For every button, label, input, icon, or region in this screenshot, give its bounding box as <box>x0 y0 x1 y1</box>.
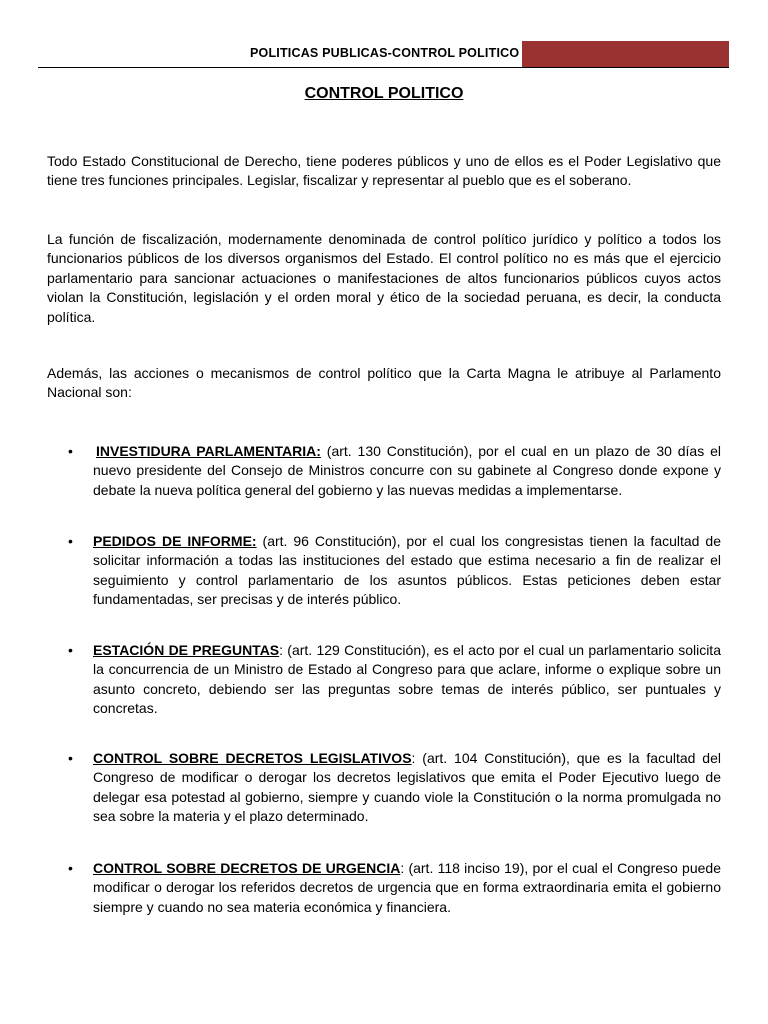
list-item-text <box>93 442 721 500</box>
list-item-description: (art. 96 Constitución), por el cual los congresistas tienen la facultad de solicitar información a todas las instituciones del estado que estima necesario a fin de realizar el seguimiento y control parlamentario de los asuntos públicos. Estas peticiones deben estar fundamentadas, ser precisas y de interés público. <box>93 533 721 608</box>
list-item-term: PEDIDOS DE INFORME: <box>93 533 257 549</box>
paragraph-intro: Todo Estado Constitucional de Derecho, tiene poderes públicos y uno de ellos es el Poder Legislativo que tiene tres funciones principales. Legislar, fiscalizar y representar al pueblo que es el soberano. <box>47 153 721 189</box>
bullet-icon: • <box>68 750 73 766</box>
bullet-icon: • <box>68 642 73 658</box>
list-item-term: ESTACIÓN DE PREGUNTAS <box>93 642 280 658</box>
header-rule <box>38 67 729 68</box>
list-item-description: : (art. 118 inciso 19), por el cual el Congreso puede modificar o derogar los referidos decretos de urgencia que en forma extraordinaria emita el gobierno siempre y cuando no sea materia económica y financiera. <box>93 860 721 915</box>
list-item-description: (art. 130 Constitución), por el cual en un plazo de 30 días el nuevo presidente del Consejo de Ministros concurre con su gabinete al Congreso donde expone y debate la nueva política general del gobierno y las nuevas medidas a implementarse. <box>93 443 721 498</box>
list-item-term: CONTROL SOBRE DECRETOS LEGISLATIVOS <box>93 750 412 766</box>
list-item-text <box>93 641 721 719</box>
list-item-text <box>93 749 721 827</box>
header-title: POLITICAS PUBLICAS-CONTROL POLITICO <box>250 46 520 60</box>
list-item-text <box>93 859 721 917</box>
list-item-description: : (art. 129 Constitución), es el acto por el cual un parlamentario solicita la concurrencia de un Ministro de Estado al Congreso para que aclare, informe o explique sobre un asunto concreto, debiendo ser las preguntas sobre temas de interés público, ser puntuales y concretas. <box>93 642 721 717</box>
list-item-term: CONTROL SOBRE DECRETOS DE URGENCIA <box>93 860 401 876</box>
paragraph-fiscalization: La función de fiscalización, modernamente denominada de control político jurídico y político a todos los funcionarios públicos de los diversos organismos del Estado. El control político no es más que el ejercicio parlamentario para sancionar actuaciones o manifestaciones de altos funcionarios públicos cuyos actos violan la Constitución, legislación y el orden moral y ético de la sociedad peruana, es decir, la conducta política. <box>47 231 721 325</box>
bullet-icon: • <box>68 860 73 876</box>
bullet-icon: • <box>68 533 73 549</box>
list-item-text <box>93 532 721 610</box>
list-item-term: INVESTIDURA PARLAMENTARIA: <box>96 443 321 459</box>
document-title: CONTROL POLITICO <box>304 85 464 102</box>
paragraph-mechanisms: Además, las acciones o mecanismos de control político que la Carta Magna le atribuye al Parlamento Nacional son: <box>47 365 721 401</box>
list-item-description: : (art. 104 Constitución), que es la facultad del Congreso de modificar o derogar los decretos legislativos que emita el Poder Ejecutivo luego de delegar esa potestad al gobierno, siempre y cuando viole la Constitución o la norma promulgada no sea sobre la materia y el plazo determinado. <box>93 750 721 825</box>
bullet-icon: • <box>68 443 73 459</box>
header-accent-bar <box>522 41 729 67</box>
